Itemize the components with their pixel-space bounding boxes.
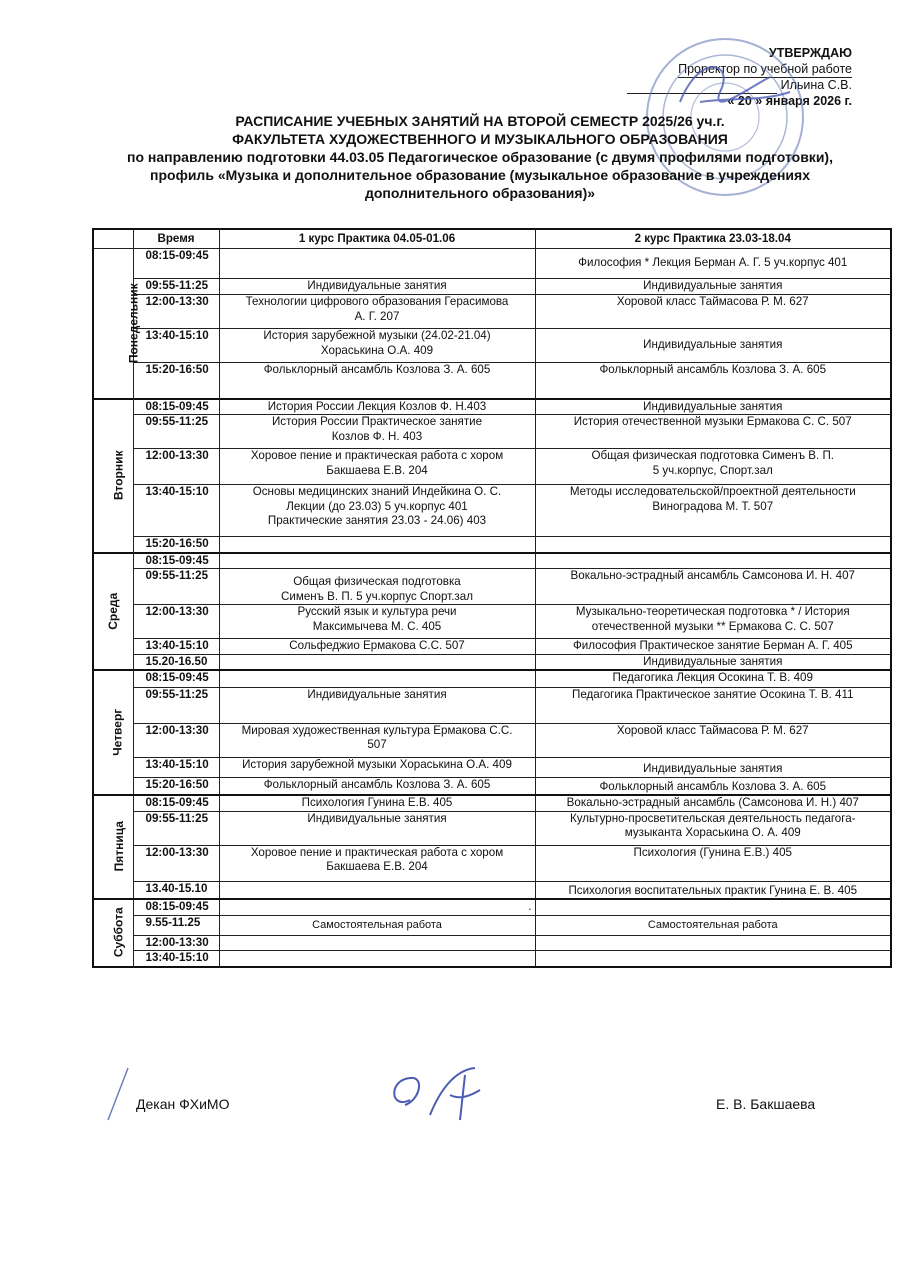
table-row [93,553,891,569]
course1-cell: Русский язык и культура речи Максимычева М. С. 405 [219,605,535,639]
table-row [93,569,891,605]
time-cell: 9.55-11.25 [133,915,219,935]
course2-cell: Педагогика Практическое занятие Осокина Т. В. 411 [535,687,891,723]
time-cell: 09:55-11:25 [133,415,219,449]
time-cell: 09:55-11:25 [133,569,219,605]
course1-cell: Основы медицинских знаний Индейкина О. С. Лекции (до 23.03) 5 уч.корпус 401 Практические занятия 23.03 - 24.06) 403 [219,485,535,537]
time-cell: 09:55-11:25 [133,687,219,723]
approval-title: УТВЕРЖДАЮ [768,46,852,60]
table-row [93,899,891,915]
time-cell: 09:55-11:25 [133,279,219,295]
time-cell: 15.20-16.50 [133,654,219,670]
time-cell: 12:00-13:30 [133,845,219,881]
course2-cell: Методы исследовательской/проектной деятельности Виноградова М. Т. 507 [535,485,891,537]
course2-cell: Культурно-просветительская деятельность педагога- музыканта Хораськина О. А. 409 [535,811,891,845]
course1-cell [219,951,535,967]
course1-cell [219,553,535,569]
approval-name: Ильина С.В. [780,78,852,92]
course2-cell: Хоровой класс Таймасова Р. М. 627 [535,723,891,757]
dean-name: Е. В. Бакшаева [716,1096,816,1112]
course1-cell: Фольклорный ансамбль Козлова З. А. 605 [219,363,535,399]
title-line-4: профиль «Музыка и дополнительное образование (музыкальное образование в учреждениях [150,167,810,183]
table-row [93,449,891,485]
course1-cell: Индивидуальные занятия [219,811,535,845]
time-cell: 13:40-15:10 [133,329,219,363]
time-cell: 12:00-13:30 [133,935,219,951]
course1-cell: История зарубежной музыки (24.02-21.04) Хораськина О.А. 409 [219,329,535,363]
document-title [110,112,850,202]
course1-cell: Психология Гунина Е.В. 405 [219,795,535,811]
table-row [93,654,891,670]
course1-cell [219,249,535,279]
table-row [93,363,891,399]
course2-cell [535,899,891,915]
table-row [93,757,891,777]
course2-cell: Индивидуальные занятия [535,329,891,363]
time-cell: 08:15-09:45 [133,249,219,279]
course2-cell: Философия Практическое занятие Берман А. Г. 405 [535,639,891,655]
course1-cell [219,881,535,899]
dean-signature [380,1060,490,1130]
course1-cell: Индивидуальные занятия [219,687,535,723]
table-row [93,605,891,639]
table-row [93,811,891,845]
table-row [93,329,891,363]
table-row [93,279,891,295]
header-time: Время [133,229,219,249]
time-cell: 09:55-11:25 [133,811,219,845]
table-row [93,881,891,899]
course2-cell: Фольклорный ансамбль Козлова З. А. 605 [535,363,891,399]
table-header-row [93,229,891,249]
course1-cell: Сольфеджио Ермакова С.С. 507 [219,639,535,655]
table-row [93,723,891,757]
time-cell: 08:15-09:45 [133,795,219,811]
day-tuesday: Вторник [93,399,133,553]
time-cell: 13:40-15:10 [133,757,219,777]
table-row [93,415,891,449]
time-cell: 13:40-15:10 [133,951,219,967]
course1-cell: Общая физическая подготовка Сименъ В. П. 5 уч.корпус Спорт.зал [219,569,535,605]
table-row [93,935,891,951]
course2-cell: Хоровой класс Таймасова Р. М. 627 [535,295,891,329]
course1-cell: Технологии цифрового образования Герасимова А. Г. 207 [219,295,535,329]
course2-cell [535,935,891,951]
course2-cell: Самостоятельная работа [535,915,891,935]
course2-cell: Вокально-эстрадный ансамбль Самсонова И. Н. 407 [535,569,891,605]
time-cell: 15:20-16:50 [133,363,219,399]
title-line-5: дополнительного образования)» [364,185,596,201]
course2-cell: Музыкально-теоретическая подготовка * / История отечественной музыки ** Ермакова С. С. 507 [535,605,891,639]
header-day [93,229,133,249]
approval-date: « 20 » января 2026 г. [727,93,852,108]
time-cell: 08:15-09:45 [133,399,219,415]
course1-cell: Хоровое пение и практическая работа с хором Бакшаева Е.В. 204 [219,845,535,881]
course2-cell: История отечественной музыки Ермакова С. С. 507 [535,415,891,449]
title-line-3: по направлению подготовки 44.03.05 Педагогическое образование (с двумя профилями подготовки), [127,149,833,165]
table-row [93,795,891,811]
title-line-2: ФАКУЛЬТЕТА ХУДОЖЕСТВЕННОГО И МУЗЫКАЛЬНОГО ОБРАЗОВАНИЯ [232,131,728,147]
course2-cell: Общая физическая подготовка Сименъ В. П. 5 уч.корпус, Спорт.зал [535,449,891,485]
schedule-table [92,228,892,968]
course1-cell: Самостоятельная работа [219,915,535,935]
day-thursday: Четверг [93,670,133,795]
table-row [93,915,891,935]
table-row [93,295,891,329]
course2-cell: Философия * Лекция Берман А. Г. 5 уч.корпус 401 [535,249,891,279]
course2-cell: Индивидуальные занятия [535,654,891,670]
table-row [93,639,891,655]
course2-cell: Вокально-эстрадный ансамбль (Самсонова И. Н.) 407 [535,795,891,811]
table-row [93,687,891,723]
time-cell: 08:15-09:45 [133,899,219,915]
time-cell: 12:00-13:30 [133,723,219,757]
time-cell: 12:00-13:30 [133,295,219,329]
course1-cell: История России Лекция Козлов Ф. Н.403 [219,399,535,415]
header-course-1: 1 курс Практика 04.05-01.06 [219,229,535,249]
dean-label: Декан ФХиМО [136,1096,230,1112]
table-row [93,951,891,967]
day-monday: Понедельник [93,249,133,399]
course1-cell: Индивидуальные занятия [219,279,535,295]
time-cell: 08:15-09:45 [133,670,219,687]
course2-cell: Педагогика Лекция Осокина Т. В. 409 [535,670,891,687]
course1-cell: История зарубежной музыки Хораськина О.А. 409 [219,757,535,777]
course1-cell [219,654,535,670]
course1-cell [219,537,535,553]
course2-cell: Индивидуальные занятия [535,757,891,777]
course2-cell: Фольклорный ансамбль Козлова З. А. 605 [535,777,891,795]
time-cell: 13:40-15:10 [133,639,219,655]
course2-cell [535,553,891,569]
course2-cell: Индивидуальные занятия [535,279,891,295]
table-row [93,777,891,795]
day-saturday: Суббота [93,899,133,967]
time-cell: 08:15-09:45 [133,553,219,569]
course2-cell: Индивидуальные занятия [535,399,891,415]
time-cell: 15:20-16:50 [133,537,219,553]
time-cell: 12:00-13:30 [133,605,219,639]
table-row [93,485,891,537]
approval-position: Проректор по учебной работе [678,62,852,79]
course1-cell: Фольклорный ансамбль Козлова З. А. 605 [219,777,535,795]
approval-block [552,46,852,109]
table-row [93,249,891,279]
table-row [93,537,891,553]
header-course-2: 2 курс Практика 23.03-18.04 [535,229,891,249]
course2-cell [535,951,891,967]
time-cell: 13:40-15:10 [133,485,219,537]
course1-cell: Мировая художественная культура Ермакова С.С. 507 [219,723,535,757]
course1-cell [219,935,535,951]
course2-cell: Психология воспитательных практик Гунина Е. В. 405 [535,881,891,899]
course1-cell [219,670,535,687]
title-line-1: РАСПИСАНИЕ УЧЕБНЫХ ЗАНЯТИЙ НА ВТОРОЙ СЕМЕСТР 2025/26 уч.г. [235,113,725,129]
day-wednesday: Среда [93,553,133,671]
day-friday: Пятница [93,795,133,899]
time-cell: 15:20-16:50 [133,777,219,795]
course1-cell: Хоровое пение и практическая работа с хором Бакшаева Е.В. 204 [219,449,535,485]
table-row [93,670,891,687]
course1-cell: . [219,899,535,915]
margin-mark [104,1064,134,1124]
table-row [93,845,891,881]
time-cell: 12:00-13:30 [133,449,219,485]
course2-cell: Психология (Гунина Е.В.) 405 [535,845,891,881]
table-row [93,399,891,415]
time-cell: 13.40-15.10 [133,881,219,899]
course1-cell: История России Практическое занятие Козлов Ф. Н. 403 [219,415,535,449]
course2-cell [535,537,891,553]
